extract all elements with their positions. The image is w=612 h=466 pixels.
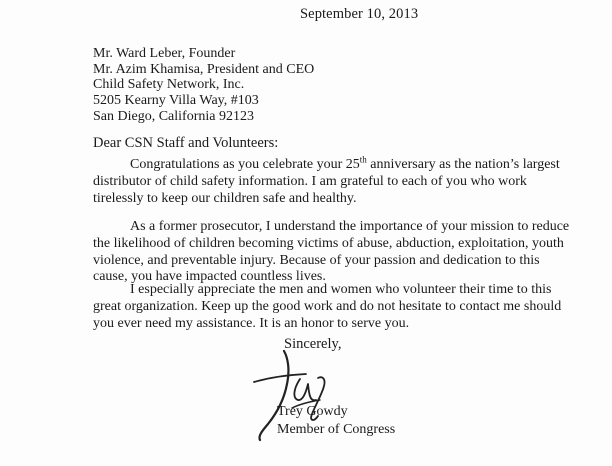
- paragraph-line: [93, 154, 560, 174]
- paragraph-mission: [93, 219, 570, 286]
- signer-title: Member of Congress: [277, 422, 396, 437]
- address-line: Mr. Azim Khamisa, President and CEO: [93, 61, 315, 77]
- paragraph-congratulations: [93, 154, 560, 207]
- recipient-address: [93, 46, 314, 125]
- paragraph-line: violence, and preventable injury. Because of your passion and dedication to this: [93, 252, 540, 268]
- paragraph-line: great organization. Keep up the good work and do not hesitate to contact me should: [93, 298, 562, 314]
- line-text: Congratulations as you celebrate your 25: [130, 157, 360, 172]
- letter-date: September 10, 2013: [300, 6, 419, 22]
- closing: Sincerely,: [284, 336, 342, 352]
- line-text: anniversary as the nation’s largest: [366, 157, 560, 172]
- paragraph-line: cause, you have impacted countless lives.: [93, 269, 326, 285]
- address-line: San Diego, California 92123: [93, 108, 254, 124]
- address-line: 5205 Kearny Villa Way, #103: [93, 93, 259, 109]
- paragraph-appreciation: [93, 282, 562, 332]
- paragraph-line: As a former prosecutor, I understand the importance of your mission to reduce: [130, 219, 570, 234]
- signer-name: Trey Gowdy: [277, 404, 348, 419]
- salutation: Dear CSN Staff and Volunteers:: [93, 135, 279, 151]
- paragraph-line: tirelessly to keep our children safe and healthy.: [93, 190, 357, 206]
- paragraph-line: I especially appreciate the men and women who volunteer their time to this: [130, 282, 552, 297]
- paragraph-line: the likelihood of children becoming victims of abuse, abduction, exploitation, youth: [93, 235, 564, 251]
- ordinal-suffix: th: [359, 154, 367, 165]
- paragraph-line: distributor of child safety information. I am grateful to each of you who work: [93, 173, 527, 189]
- address-line: Mr. Ward Leber, Founder: [93, 46, 236, 61]
- paragraph-line: you ever need my assistance. It is an honor to serve you.: [93, 315, 410, 331]
- address-line: Child Safety Network, Inc.: [93, 77, 245, 93]
